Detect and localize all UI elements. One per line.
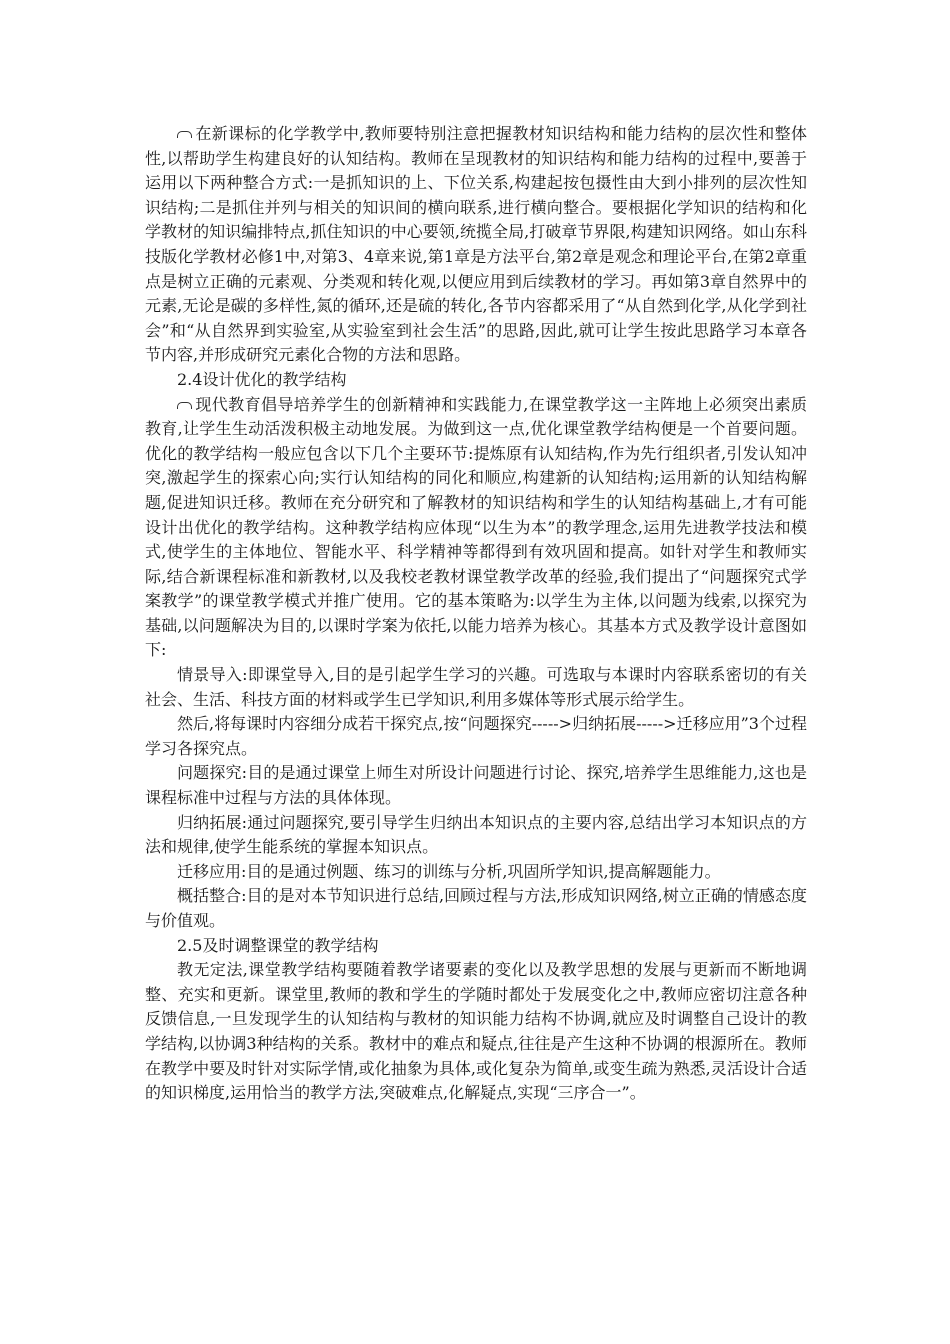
paragraph-summary: 概括整合:目的是对本节知识进行总结,回顾过程与方法,形成知识网络,树立正确的情感态度与价值观。 (145, 886, 807, 930)
paragraph-adjust-structure: 教无定法,课堂教学结构要随着教学诸要素的变化以及教学思想的发展与更新而不断地调整、充实和更新。课堂里,教师的教和学生的学随时都处于发展变化之中,教师应密切注意各种反馈信息,一旦发现学生的认知结构与教材的知识能力结构不协调,就应及时调整自己设计的教学结构,以协调3种结构的关系。教材中的难点和疑点,往往是产生这种不协调的根源所在。教师在教学中要及时针对实际学情,或化抽象为具体,或化复杂为简单,或变生疏为熟悉,灵活设计合适的知识梯度,运用恰当的教学方法,突破难点,化解疑点,实现“三序合一”。 (145, 960, 807, 1103)
paragraph-optimized-structure (145, 393, 807, 664)
section-heading-2-4: 2.4设计优化的教学结构 (177, 369, 347, 389)
paragraph-problem-inquiry: 问题探究:目的是通过课堂上师生对所设计问题进行讨论、探究,培养学生思维能力,这也是课程标准中过程与方法的具体体现。 (145, 763, 807, 808)
paragraph-process-steps: 然后,将每课时内容细分成若干探究点,按“问题探究----->归纳拓展----->迁移应用”3个过程学习各探究点。 (145, 714, 807, 758)
document-body (145, 122, 807, 1106)
paragraph-structure-integration (145, 122, 807, 368)
paragraph-induction: 归纳拓展:通过问题探究,要引导学生归纳出本知识点的主要内容,总结出学习本知识点的方法和规律,使学生能系统的掌握本知识点。 (145, 812, 807, 857)
paragraph-mark-icon (177, 131, 192, 138)
paragraph-transfer: 迁移应用:目的是通过例题、练习的训练与分析,巩固所学知识,提高解题能力。 (177, 861, 721, 881)
paragraph-scenario-intro: 情景导入:即课堂导入,目的是引起学生学习的兴趣。可选取与本课时内容联系密切的有关社会、生活、科技方面的材料或学生已学知识,利用多媒体等形式展示给学生。 (145, 665, 807, 709)
paragraph-text: 现代教育倡导培养学生的创新精神和实践能力,在课堂教学这一主阵地上必须突出素质教育,让学生生动活泼积极主动地发展。为做到这一点,优化课堂教学结构便是一个首要问题。优化的教学结构一般应包含以下几个主要环节:提炼原有认知结构,作为先行组织者,引发认知冲突,激起学生的探索心向;实行认知结构的同化和顺应,构建新的认知结构;运用新的认知结构解题,促进知识迁移。教师在充分研究和了解教材的知识结构和学生的认知结构基础上,才有可能设计出优化的教学结构。这种教学结构应体现“以生为本”的教学理念,运用先进教学技法和模式,使学生的主体地位、智能水平、科学精神等都得到有效巩固和提高。如针对学生和教师实际,结合新课程标准和新教材,以及我校老教材课堂教学改革的经验,我们提出了“问题探究式学案教学”的课堂教学模式并推广使用。它的基本策略为:以学生为主体,以问题为线索,以探究为基础,以问题解决为目的,以课时学案为依托,以能力培养为核心。其基本方式及教学设计意图如下: (145, 394, 807, 660)
section-heading-2-5: 2.5及时调整课堂的教学结构 (177, 935, 379, 955)
paragraph-text: 在新课标的化学教学中,教师要特别注意把握教材知识结构和能力结构的层次性和整体性,以帮助学生构建良好的认知结构。教师在呈现教材的知识结构和能力结构的过程中,要善于运用以下两种整合方式:一是抓知识的上、下位关系,构建起按包摄性由大到小排列的层次性知识结构;二是抓住并列与相关的知识间的横向联系,进行横向整合。要根据化学知识的结构和化学教材的知识编排特点,抓住知识的中心要领,统揽全局,打破章节界限,构建知识网络。如山东科技版化学教材必修1中,对第3、4章来说,第1章是方法平台,第2章是观念和理论平台,在第2章重点是树立正确的元素观、分类观和转化观,以便应用到后续教材的学习。再如第3章自然界中的元素,无论是碳的多样性,氮的循环,还是硫的转化,各节内容都采用了“从自然到化学,从化学到社会”和“从自然界到实验室,从实验室到社会生活”的思路,因此,就可让学生按此思路学习本章各节内容,并形成研究元素化合物的方法和思路。 (145, 124, 807, 365)
paragraph-mark-icon (177, 402, 192, 409)
